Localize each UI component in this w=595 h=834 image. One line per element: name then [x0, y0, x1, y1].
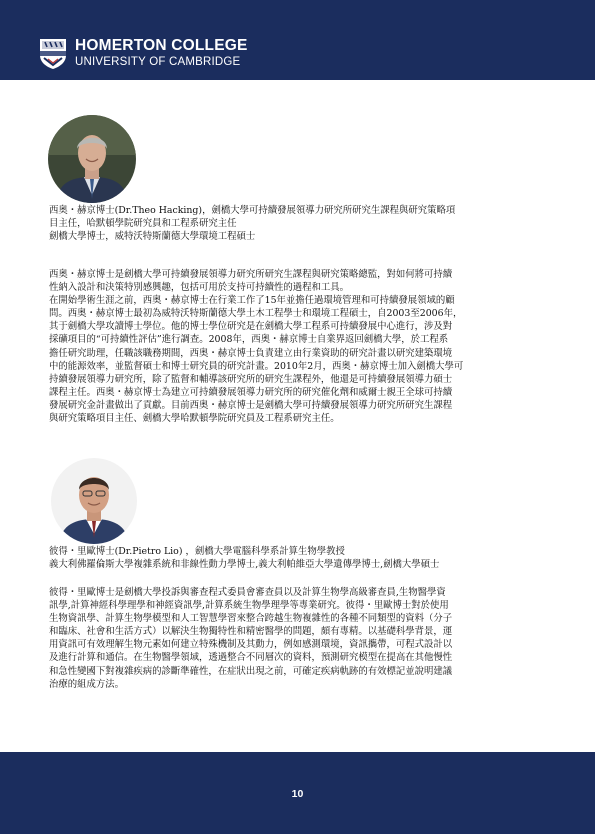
- bio-line: 與研究策略項目主任、劍橋大學哈默頓學院研究員及工程系研究主任。: [49, 413, 340, 425]
- profile1-bio: [49, 268, 463, 425]
- profile2-name-line: 彼得・里歐博士(Dr.Pietro Lio) ，劍橋大學電腦科學系計算生物學教授: [49, 546, 345, 557]
- portrait-photo-theo-hacking: [48, 115, 136, 203]
- bio-line: 發展研究金計畫做出了貢獻。目前西奥・赫京博士是劍橋大學可持續發展領導力研究所研究生課程: [49, 399, 453, 411]
- bio-line: 問。西奥・赫京博士最初為威特沃特斯蘭德大學土木工程學士和環境工程碩士，自2003至2006年，: [49, 308, 463, 320]
- bio-line: 彼得・里歐博士是劍橋大學投訴與審查程式委員會審查員以及計算生物學高級審查員,生物醫學資: [49, 587, 446, 598]
- college-name: HOMERTON COLLEGE: [75, 37, 248, 54]
- bio-line: 治療的組成方法。: [49, 678, 125, 690]
- portrait-photo-pietro-lio: [51, 458, 137, 544]
- profile1-name-line: 西奥・赫京博士(Dr.Theo Hacking)，劍橋大學可持續發展領導力研究所研究生課程與研究策略項: [49, 205, 456, 216]
- bio-line: 用資訊可有效理解生物元素如何建立特殊機制及其動力，例如感測環境，資訊攜帶，可程式設計以: [49, 639, 453, 651]
- bio-line: 性納入設計和決策特別感興趣，包括可用於支持可持續性的過程和工具。: [49, 282, 350, 294]
- profile1-degree-line: 劍橋大學博士，威特沃特斯蘭德大學環境工程碩士: [49, 231, 256, 242]
- profile2-bio: [49, 586, 452, 691]
- bio-line: 和急性變國下對複雜疾病的診斷準確性，在症狀出現之前，可確定疾病軌跡的有效標記並說明建議: [49, 665, 453, 677]
- profile2-degree-line: 義大利佛羅倫斯大學複雜系統和非線性動力學博士,義大利帕維亞大學遺傳學博士,劍橋大學碩士: [49, 559, 440, 570]
- header-banner: [0, 0, 595, 80]
- bio-line: 擔任研究助理，任職該職務期間，西奥・赫京博士負責建立由行業資助的研究計畫以研究建築環境: [49, 347, 453, 359]
- university-name: UNIVERSITY OF CAMBRIDGE: [75, 56, 241, 68]
- bio-line: 西奥・赫京博士是劍橋大學可持續發展領導力研究所研究生課程與研究策略總監，對如何將可持續: [49, 269, 453, 280]
- bio-line: 其于劍橋大學攻讀博士學位。他的博士學位研究是在劍橋大學工程系可持續發展中心進行，涉及對: [49, 321, 453, 333]
- page-number: 10: [291, 788, 304, 800]
- bio-line: 及進行計算和通信。在生物醫學領域，透過整合不同層次的資料，預測研究模型在提高在其他慢性: [49, 652, 453, 664]
- bio-line: 和臨床、社會和生活方式）以解決生物獨特性和精密醫學的問題，頗有專精。以基礎科學背景，運: [49, 626, 453, 638]
- bio-line: 訊學,計算神經科學理學和神經資訊學,計算系統生物學理學等專業研究。彼得・里歐博士對於使用: [49, 600, 449, 612]
- bio-line: 採礦項目的“可持續性評估”進行調查。2008年，西奥・赫京博士自業界返回劍橋大學，於工程系: [49, 334, 449, 346]
- bio-line: 中的能源效率，並監督碩士和博士研究員的研究計畫。2010年2月，西奥・赫京博士加入劍橋大學可: [49, 360, 464, 372]
- bio-line: 持續發展領導力研究所，除了監督和輔導該研究所的研究生課程外，他還是可持續發展領導力碩士: [49, 373, 453, 385]
- bio-line: 生物資訊學、計算生物學模型和人工智慧學習來整合跨越生物複雜性的各種不同類型的資料（分子: [49, 613, 453, 625]
- college-crest-icon: [39, 38, 67, 70]
- profile1-role-line: 目主任，哈默頓學院研究員和工程系研究主任: [49, 218, 237, 229]
- bio-line: 在開始學術生涯之前，西奥・赫京博士在行業工作了15年並擔任過環境管理和可持續發展領域的顧: [49, 295, 455, 307]
- bio-line: 課程主任。西奥・赫京博士為建立可持續發展領導力研究所的研究催化劑和威爾士親王全球可持續: [49, 386, 453, 398]
